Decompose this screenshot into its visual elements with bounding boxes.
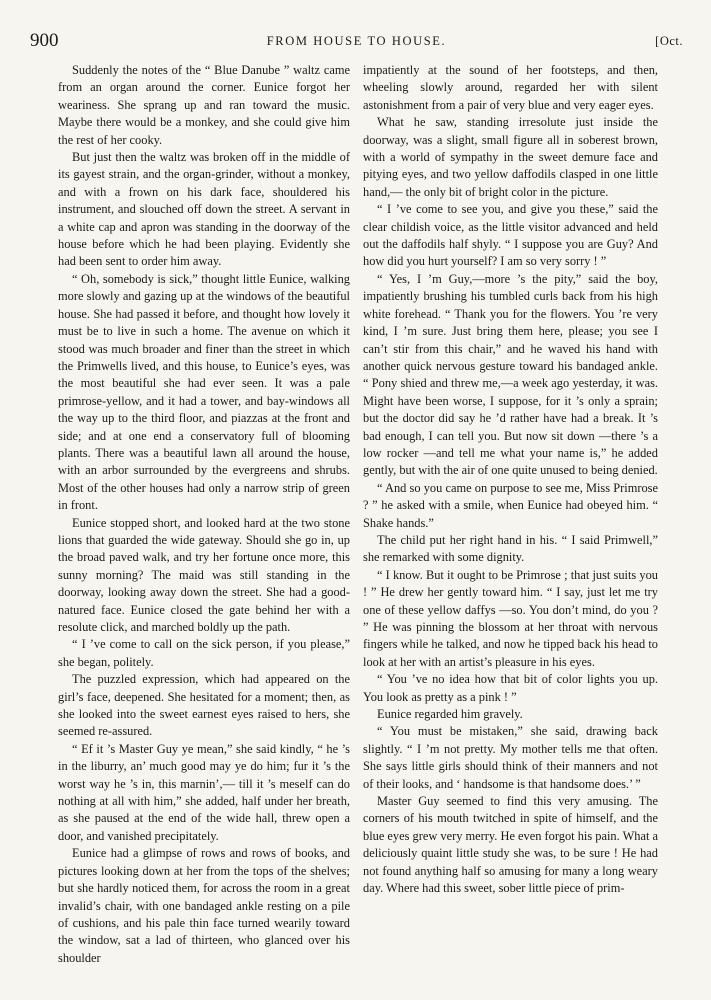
- paragraph: But just then the waltz was broken off in the middle of its gayest strain, and the organ-grinder, without a monkey, and with a frown on his dark face, shouldered his instrument, and slouched off down the street. A servant in a white cap and apron was standing in the doorway of the house before which he had been playing. Evidently she had been sent to order him away.: [58, 150, 350, 269]
- paragraph: Suddenly the notes of the “ Blue Danube ” waltz came from an organ around the corner. Eunice forgot her weariness. She sprang up and ran toward the music. Maybe there would be a monkey, and she could give him the rest of her cooky.: [58, 63, 350, 147]
- paragraph: Eunice had a glimpse of rows and rows of books, and pictures looking down at her from the tops of the shelves; but she hardly noticed them, for across the room in a great invalid’s chair, with one bandaged ankle resting on a pile of cushions, and his pale thin face turned wearily toward the window, sat a lad of thirteen, who glanced over his shoulder: [58, 846, 350, 965]
- page-header: [30, 30, 683, 54]
- left-column: [58, 62, 350, 967]
- right-column: [363, 62, 658, 898]
- paragraph: “ I ’ve come to call on the sick person, if you please,” she began, politely.: [58, 637, 350, 669]
- paragraph-continuation: impatiently at the sound of her footsteps, and then, wheeling slowly around, regarded her with silent astonishment from a pair of very blue and very eager eyes.: [363, 63, 658, 112]
- paragraph: “ Oh, somebody is sick,” thought little Eunice, walking more slowly and gazing up at the windows of the beautiful house. She had passed it before, and thought how lovely it must be to live in such a home. The avenue on which it stood was much broader and finer than the street in which the Primwells lived, and this house, to Eunice’s eyes, was the most beautiful she had ever seen. It was a pale primrose-yellow, and it had a tower, and bay-windows all the way up to the third floor, and piazzas at the front and side; and at one end a conservatory full of blooming plants. There was a beautiful lawn all around the house, with an arbor surrounded by the evergreens and shrubs. Most of the other houses had only a narrow strip of green in front.: [58, 271, 350, 513]
- running-title: FROM HOUSE TO HOUSE.: [266, 34, 447, 48]
- paragraph: The puzzled expression, which had appeared on the girl’s face, deepened. She hesitated for a moment; then, as she looked into the sweet earnest eyes raised to hers, she seemed re-assured.: [58, 672, 350, 739]
- issue-month: [Oct.: [655, 34, 683, 48]
- paragraph: “ And so you came on purpose to see me, Miss Primrose ? ” he asked with a smile, when Eunice had obeyed him. “ Shake hands.”: [363, 480, 658, 530]
- paragraph: The child put her right hand in his. “ I said Primwell,” she remarked with some dignity.: [363, 532, 658, 565]
- paragraph: What he saw, standing irresolute just inside the doorway, was a slight, small figure all in soberest brown, with a world of sympathy in the sweet demure face and pitying eyes, and two yellow daffodils clasped in one little hand,— the only bit of bright color in the picture.: [363, 115, 658, 199]
- paragraph: “ Yes, I ’m Guy,—more ’s the pity,” said the boy, impatiently brushing his tumbled curls back from his high white forehead. “ Thank you for the flowers. You ’re very kind, I ’m sure. Just bring them here, please; you see I can’t stir from this chair,” and he waved his hand with another quick nervous gesture toward his bandaged ankle. “ Pony shied and threw me,—a week ago yesterday, it was. Might have been worse, I suppose, for it ’s only a sprain; but the doctor did say he ’d rather have had a break. It ’s bad enough, I can tell you. But now sit down —there ’s a low rocker —and tell me what your name is,” he added gently, but with the air of one quite unused to being denied.: [363, 271, 658, 478]
- paragraph: “ You ’ve no idea how that bit of color lights you up. You look as pretty as a pink ! ”: [363, 672, 658, 704]
- paragraph: “ I ’ve come to see you, and give you these,” said the clear childish voice, as the little visitor advanced and held out the daffodils half shyly. “ I suppose you are Guy? And how did you hurt yourself? I am so very sorry ! ”: [363, 202, 658, 269]
- paragraph: “ I know. But it ought to be Primrose ; that just suits you ! ” He drew her gently toward him. “ I say, just let me try one of these yellow daffys —so. You don’t mind, do you ? ” He was pinning the blossom at her throat with nervous fingers while he talked, and now he tipped back his head to look at her with an artist’s pleasure in his eyes.: [363, 567, 658, 669]
- paragraph: Eunice regarded him gravely.: [377, 707, 523, 722]
- paragraph: Master Guy seemed to find this very amusing. The corners of his mouth twitched in spite of himself, and the blue eyes grew very merry. He even forgot his pain. What a deliciously quaint little study she was, to be sure ! He had not found anything half so amusing for many a long weary day. Where had this sweet, sober little piece of prim-: [363, 794, 658, 896]
- paragraph: “ You must be mistaken,” she said, drawing back slightly. “ I ’m not pretty. My mother tells me that often. She says little girls should think of their manners and not of their looks, and ‘ handsome is that handsome does.’ ”: [363, 724, 658, 791]
- paragraph: “ Ef it ’s Master Guy ye mean,” she said kindly, “ he ’s in the liburry, an’ much good may ye do him; fur it ’s the worst way he ’s in, this marnin’,— till it ’s meself can do nothing at all with him,” she added, half under her breath, as she paused at the end of the wide hall, threw open a door, and vanished precipitately.: [58, 741, 350, 843]
- page-number: 900: [30, 30, 59, 51]
- paragraph: Eunice stopped short, and looked hard at the two stone lions that guarded the wide gateway. Should she go in, up the broad paved walk, and try her fortune once more, this sunny morning? The maid was still standing in the doorway, looking away down the street. She had a good-natured face. Eunice closed the gate behind her with a resolute click, and marched boldly up the path.: [58, 515, 350, 634]
